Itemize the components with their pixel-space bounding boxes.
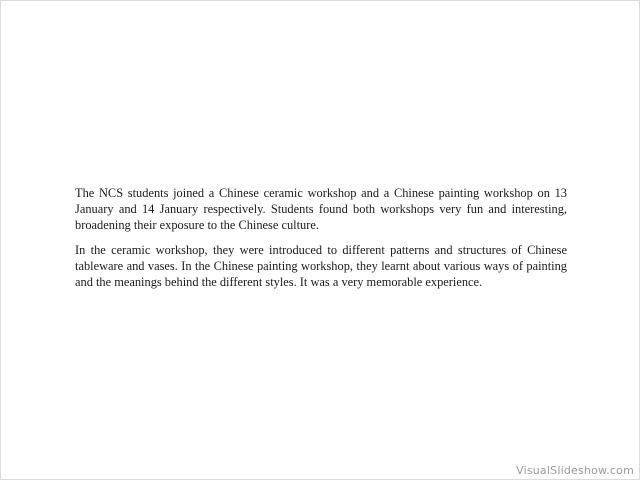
paragraph-workshops-intro: The NCS students joined a Chinese ceramic workshop and a Chinese painting workshop on 13 January and 14 January respectively. Students found both workshops very fun and interesting, broadening their exposure to the Chinese culture. (75, 186, 567, 232)
watermark-link[interactable]: VisualSlideshow.com (516, 464, 634, 477)
paragraph-workshops-details: In the ceramic workshop, they were introduced to different patterns and structures of Chinese tableware and vases. In the Chinese painting workshop, they learnt about various ways of painting and the meanings behind the different styles. It was a very memorable experience. (75, 243, 567, 289)
slide-body (75, 185, 567, 299)
